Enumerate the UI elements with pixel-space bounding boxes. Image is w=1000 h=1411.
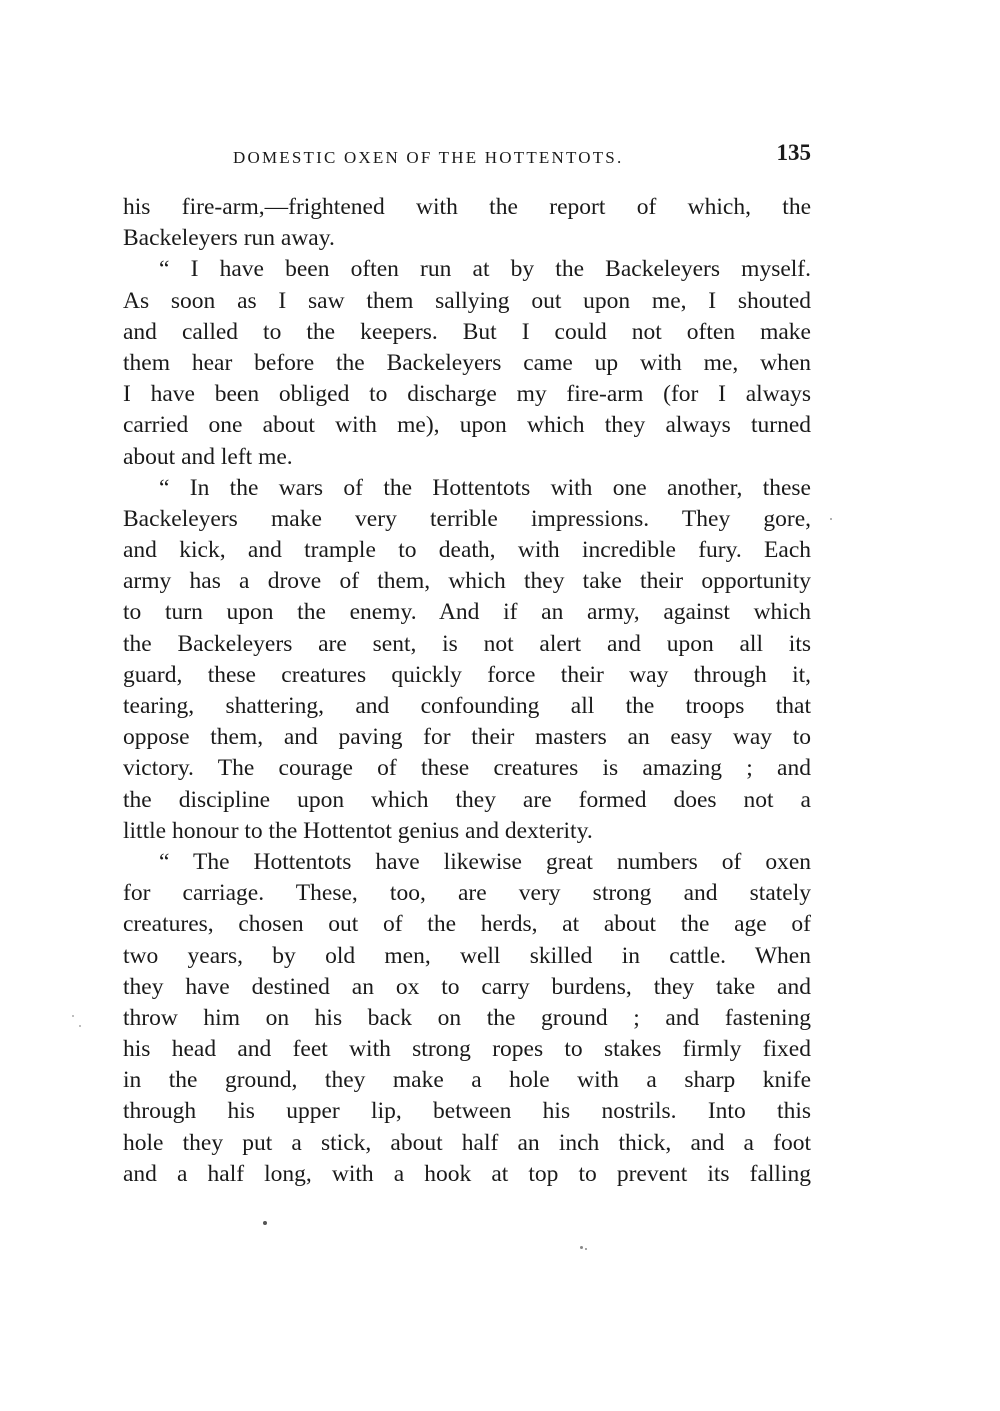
text-line: oppose them, and paving for their masters an easy way to <box>123 724 811 751</box>
scan-speck <box>585 1248 587 1250</box>
body-text <box>123 192 811 1190</box>
text-line: throw him on his back on the ground ; and fastening <box>123 1004 811 1031</box>
text-line: two years, by old men, well skilled in cattle. When <box>123 942 811 969</box>
text-line: the discipline upon which they are formed does not a <box>123 786 811 813</box>
text-line: and called to the keepers. But I could not often make <box>123 318 811 345</box>
text-line: “ I have been often run at by the Backeleyers myself. <box>159 256 811 283</box>
text-line: for carriage. These, too, are very strong and stately <box>123 880 811 907</box>
text-line: to turn upon the enemy. And if an army, against which <box>123 599 811 626</box>
text-line: Backeleyers make very terrible impressions. They gore, <box>123 505 811 532</box>
page-number: 135 <box>776 140 811 165</box>
paragraph <box>123 847 811 1190</box>
scan-speck <box>263 1221 267 1225</box>
text-line: Backeleyers run away. <box>123 225 335 252</box>
text-line: in the ground, they make a hole with a sharp knife <box>123 1067 811 1094</box>
text-line: creatures, chosen out of the herds, at about the age of <box>123 911 811 938</box>
text-line: I have been obliged to discharge my fire-arm (for I always <box>123 381 811 408</box>
text-line: As soon as I saw them sallying out upon me, I shouted <box>123 287 811 314</box>
text-line: little honour to the Hottentot genius and dexterity. <box>123 817 593 844</box>
scan-speck <box>72 1015 74 1017</box>
text-line: through his upper lip, between his nostrils. Into this <box>123 1098 811 1125</box>
paragraph <box>123 473 811 847</box>
text-line: army has a drove of them, which they take their opportunity <box>123 568 811 595</box>
text-line: “ In the wars of the Hottentots with one another, these <box>159 474 811 501</box>
text-line: “ The Hottentots have likewise great numbers of oxen <box>159 848 811 875</box>
text-line: and kick, and trample to death, with incredible fury. Each <box>123 537 811 564</box>
text-line: guard, these creatures quickly force their way through it, <box>123 661 811 688</box>
running-title: DOMESTIC OXEN OF THE HOTTENTOTS. <box>233 148 624 167</box>
text-line: and a half long, with a hook at top to prevent its falling <box>123 1160 811 1187</box>
scan-speck <box>580 1246 583 1249</box>
text-line: his fire-arm,—frightened with the report of which, the <box>123 194 811 220</box>
text-line: them hear before the Backeleyers came up with me, when <box>123 349 811 376</box>
text-line: they have destined an ox to carry burdens, they take and <box>123 973 811 1000</box>
paragraph <box>123 254 811 472</box>
text-line: tearing, shattering, and confounding all the troops that <box>123 693 811 719</box>
paragraph <box>123 192 811 254</box>
text-line: his head and feet with strong ropes to stakes firmly fixed <box>123 1036 811 1063</box>
running-head <box>123 140 811 180</box>
text-line: hole they put a stick, about half an inch thick, and a foot <box>123 1129 811 1156</box>
text-line: carried one about with me), upon which they always turned <box>123 412 811 439</box>
text-line: about and left me. <box>123 443 293 470</box>
scan-speck <box>79 1025 81 1027</box>
text-line: victory. The courage of these creatures is amazing ; and <box>123 755 811 782</box>
scan-speck <box>830 518 832 520</box>
text-line: the Backeleyers are sent, is not alert and upon all its <box>123 630 811 657</box>
